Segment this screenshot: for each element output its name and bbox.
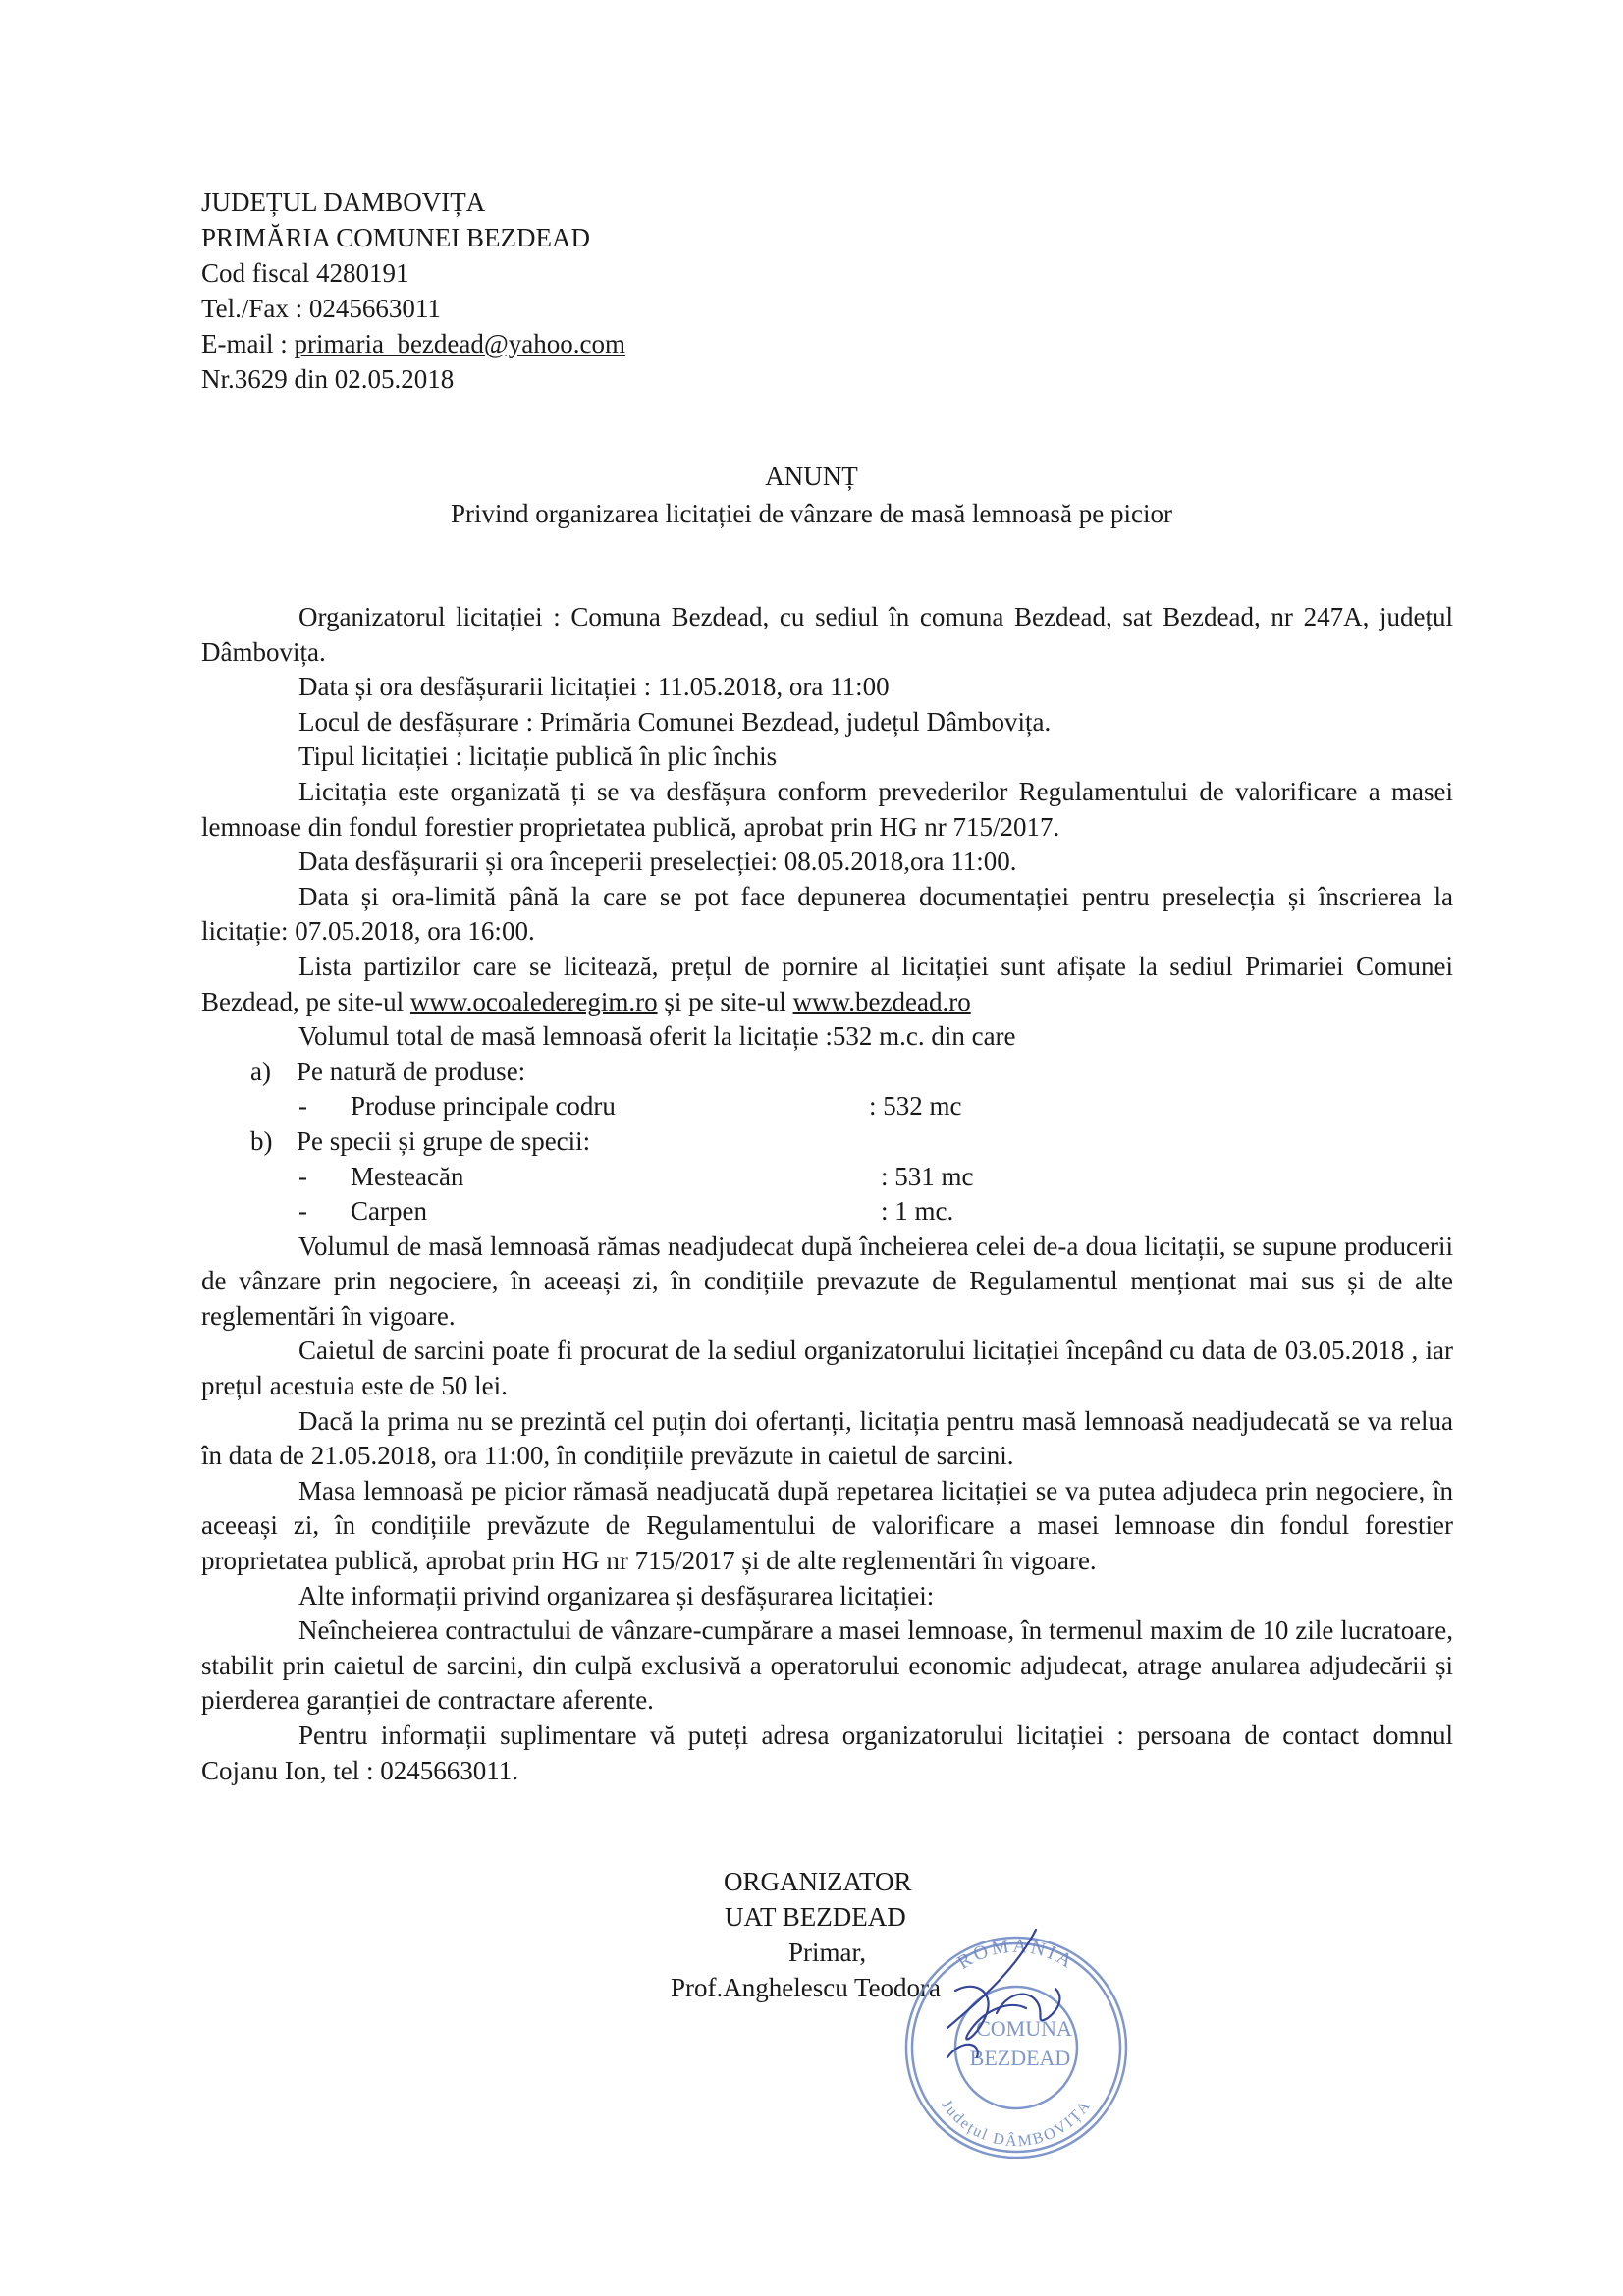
list-mid: și pe site-ul <box>657 986 793 1016</box>
volume-total-line: Volumul total de masă lemnoasă oferit la licitație :532 m.c. din care <box>298 1021 1016 1052</box>
dash-marker: - <box>298 1196 307 1227</box>
other-info-line: Alte informații privind organizarea și desfășurarea licitației: <box>298 1580 935 1611</box>
contract-paragraph: Neîncheierea contractului de vânzare-cumpărare a masei lemnoase, în termenul maxim de 10 zile lucratoare, stabilit prin caietul de sarcini, din culpă exclusivă a operatorului economic adjudecat, atrage anularea adjudecării și pierderea garanției de contractare aferente. <box>201 1615 1453 1716</box>
announcement-body <box>201 600 1453 1788</box>
product-name: Produse principale codru <box>351 1091 616 1121</box>
list-marker: b) <box>250 1125 273 1156</box>
heading: ANUNȚ <box>765 462 858 491</box>
negotiation-paragraph: Masa lemnoasă pe picior rămasă neadjucată după repetarea licitației se va putea adjudeca prin negociere, în aceeași zi, în condițiile prevăzute de Regulamentului de valorificare a masei lemnoase din fondul forestier proprietatea publică, aprobat prin HG nr 715/2017 și de alte reglementări în vigoare. <box>201 1475 1453 1576</box>
list-marker: a) <box>250 1056 271 1086</box>
date-time-line: Data și ora desfășurarii licitației : 11.05.2018, ora 11:00 <box>298 672 890 702</box>
registration-number: Nr.3629 din 02.05.2018 <box>201 364 455 394</box>
stamp-text-mid: BEZDEAD <box>969 2046 1071 2070</box>
species-volume: : 1 mc. <box>881 1196 954 1227</box>
unawarded-paragraph: Volumul de masă lemnoasă rămas neadjudecat după încheierea celei de-a doua licitații, se supune producerii de vânzare prin negociere, în aceeași zi, în condițiile prevazute de Regulamentul menționat mai sus și de alte reglementări în vigoare. <box>201 1230 1453 1331</box>
phone-fax: Tel./Fax : 0245663011 <box>201 294 441 323</box>
signature-name: Prof.Anghelescu Teodora <box>671 1973 942 2002</box>
contact-paragraph: Pentru informații suplimentare vă puteți adresa organizatorului licitației : persoana de contact domnul Cojanu Ion, tel : 0245663011. <box>201 1721 1453 1785</box>
list-paragraph <box>201 950 1453 1019</box>
stamp-text-bottom: Județul DÂMBOVIȚA <box>938 2097 1095 2151</box>
stamp-text-top: ROMANIA <box>953 1935 1079 1974</box>
dash-marker: - <box>298 1161 307 1191</box>
location-line: Locul de desfășurare : Primăria Comunei Bezdead, județul Dâmbovița. <box>298 706 1052 737</box>
email-link[interactable]: primaria_bezdead@yahoo.com <box>294 329 625 358</box>
svg-text:ROMANIA <box>953 1936 1078 1974</box>
specs-paragraph: Caietul de sarcini poate fi procurat de la sediul organizatorului licitației începând cu data de 03.05.2018 , iar prețul acestuia este de 50 lei. <box>201 1336 1453 1401</box>
regulation-paragraph: Licitația este organizată ți se va desfășura conform prevederilor Regulamentului de valorificare a masei lemnoase din fondul forestier proprietatea publică, aprobat prin HG nr 715/2017. <box>201 776 1453 842</box>
type-line: Tipul licitației : licitație publică în plic închis <box>298 741 778 772</box>
species-name: Mesteacăn <box>351 1161 464 1191</box>
announcement-title <box>0 458 1623 532</box>
preselection-line: Data desfășurarii și ora începerii preselecției: 08.05.2018,ora 11:00. <box>298 847 1017 877</box>
list-item-b <box>201 1124 1453 1160</box>
list-subitem <box>201 1089 1453 1124</box>
county-name: JUDEȚUL DAMBOVIȚA <box>201 188 486 217</box>
list-item-text: Pe specii și grupe de specii: <box>297 1125 591 1156</box>
deadline-paragraph: Data și ora-limită până la care se pot face depunerea documentației pentru preselecția și înscrierea la licitație: 07.05.2018, ora 16:00. <box>201 881 1453 947</box>
town-hall-name: PRIMĂRIA COMUNEI BEZDEAD <box>201 223 591 252</box>
stamp-text-mid: COMUNA <box>976 2016 1072 2041</box>
species-volume: : 531 mc <box>881 1161 974 1191</box>
signature-title: Primar, <box>788 1938 867 1967</box>
list-subitem <box>201 1160 1453 1195</box>
dash-marker: - <box>298 1091 307 1121</box>
fiscal-code: Cod fiscal 4280191 <box>201 258 409 288</box>
site-link-ocoale[interactable]: www.ocoalederegim.ro <box>409 986 658 1016</box>
list-item-a <box>201 1055 1453 1090</box>
organizer-paragraph: Organizatorul licitației : Comuna Bezdead, cu sediul în comuna Bezdead, sat Bezdead, nr 247A, județul Dâmbovița. <box>201 602 1453 667</box>
second-round-paragraph: Dacă la prima nu se prezintă cel puțin doi ofertanți, licitația pentru masă lemnoasă neadjudecată se va relua în data de 21.05.2018, ora 11:00, în condițiile prevăzute in caietul de sarcini. <box>201 1405 1453 1471</box>
email-line <box>201 326 625 361</box>
site-link-bezdead[interactable]: www.bezdead.ro <box>792 986 971 1016</box>
list-subitem <box>201 1194 1453 1230</box>
letterhead <box>201 185 625 397</box>
subheading: Privind organizarea licitației de vânzare de masă lemnoasă pe picior <box>451 499 1172 528</box>
list-text: Lista partizilor care se licitează, prețul de pornire al licitației sunt afișate la sediul Primariei Comunei Bezdead, pe site-ul <box>201 951 1453 1016</box>
official-stamp <box>889 1910 1139 2185</box>
product-volume: : 532 mc <box>869 1091 962 1121</box>
species-name: Carpen <box>351 1196 427 1227</box>
list-item-text: Pe natură de produse: <box>297 1056 526 1086</box>
email-label: E-mail : <box>201 329 295 358</box>
signature-role: ORGANIZATOR <box>724 1867 912 1896</box>
signature-entity: UAT BEZDEAD <box>725 1902 906 1932</box>
